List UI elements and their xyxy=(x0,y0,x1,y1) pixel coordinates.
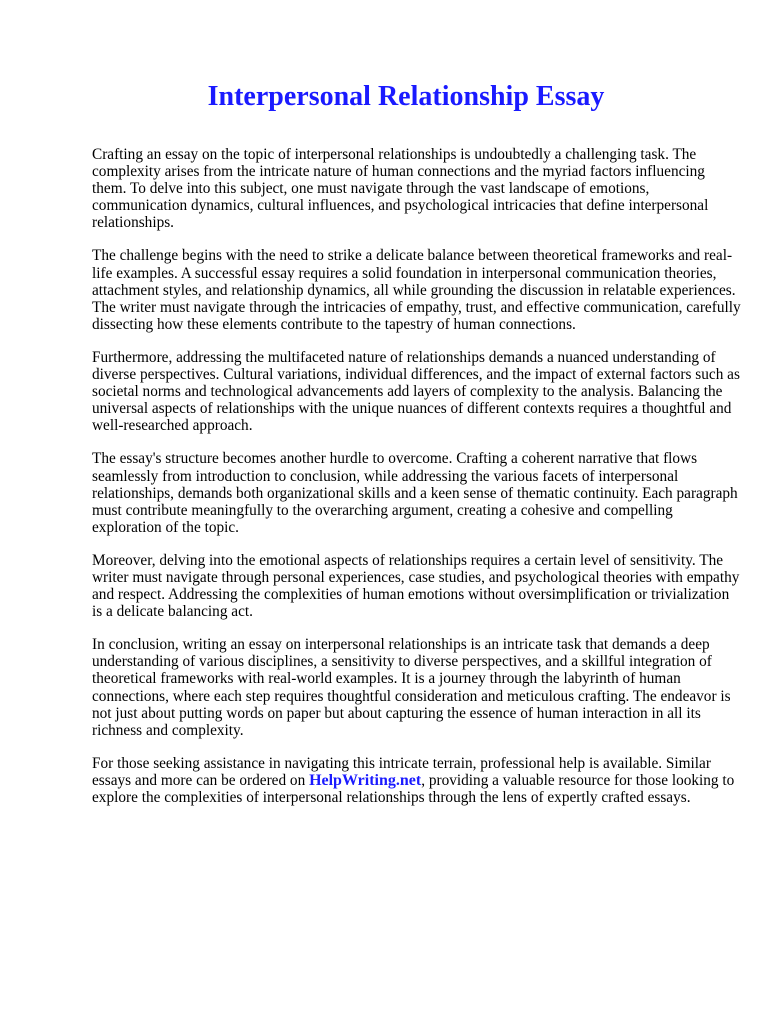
paragraph-perspectives: Furthermore, addressing the multifaceted nature of relationships demands a nuanced understanding of diverse perspectives. Cultural variations, individual differences, and the impact of external factors such as societal norms and technological advancements add layers of complexity to the analysis. Balancing the universal aspects of relationships with the unique nuances of different contexts requires a thoughtful and well-researched approach. xyxy=(92,348,740,435)
paragraph-emotions: Moreover, delving into the emotional aspects of relationships requires a certain level of sensitivity. The writer must navigate through personal experiences, case studies, and psychological theories with empathy and respect. Addressing the complexities of human emotions without oversimplification or trivialization is a delicate balancing act. xyxy=(92,551,740,621)
closing-text-after-link: , providing a valuable resource for those looking to explore the complexities of interpersonal relationships through the lens of expertly crafted essays. xyxy=(92,771,735,806)
paragraph-structure: The essay's structure becomes another hurdle to overcome. Crafting a coherent narrative that flows seamlessly from introduction to conclusion, while addressing the various facets of interpersonal relationships, demands both organizational skills and a keen sense of thematic continuity. Each paragraph must contribute meaningfully to the overarching argument, creating a cohesive and compelling exploration of the topic. xyxy=(92,450,738,536)
paragraph-conclusion: In conclusion, writing an essay on interpersonal relationships is an intricate task that demands a deep understanding of various disciplines, a sensitivity to diverse perspectives, and a skillful integration of theoretical frameworks with real-world examples. It is a journey through the labyrinth of human connections, where each step requires thoughtful consideration and meticulous crafting. The endeavor is not just about putting words on paper but about capturing the essence of human interaction in all its richness and complexity. xyxy=(92,636,731,739)
paragraph-closing xyxy=(92,755,742,806)
helpwriting-link[interactable]: HelpWriting.net xyxy=(309,771,422,789)
paragraph-theory-balance: The challenge begins with the need to strike a delicate balance between theoretical frameworks and real-life examples. A successful essay requires a solid foundation in interpersonal communication theories, attachment styles, and relationship dynamics, all while grounding the discussion in relatable experiences. The writer must navigate through the intricacies of empathy, trust, and effective communication, carefully dissecting how these elements contribute to the tapestry of human connections. xyxy=(92,247,741,333)
paragraph-introduction: Crafting an essay on the topic of interpersonal relationships is undoubtedly a challenging task. The complexity arises from the intricate nature of human connections and the myriad factors influencing them. To delve into this subject, one must navigate through the vast landscape of emotions, communication dynamics, cultural influences, and psychological intricacies that define interpersonal relationships. xyxy=(92,146,709,232)
page-title: Interpersonal Relationship Essay xyxy=(207,81,605,112)
closing-text-before-link: For those seeking assistance in navigating this intricate terrain, professional help is available. Similar essays and more can be ordered on xyxy=(92,754,711,789)
essay-body xyxy=(92,146,742,822)
